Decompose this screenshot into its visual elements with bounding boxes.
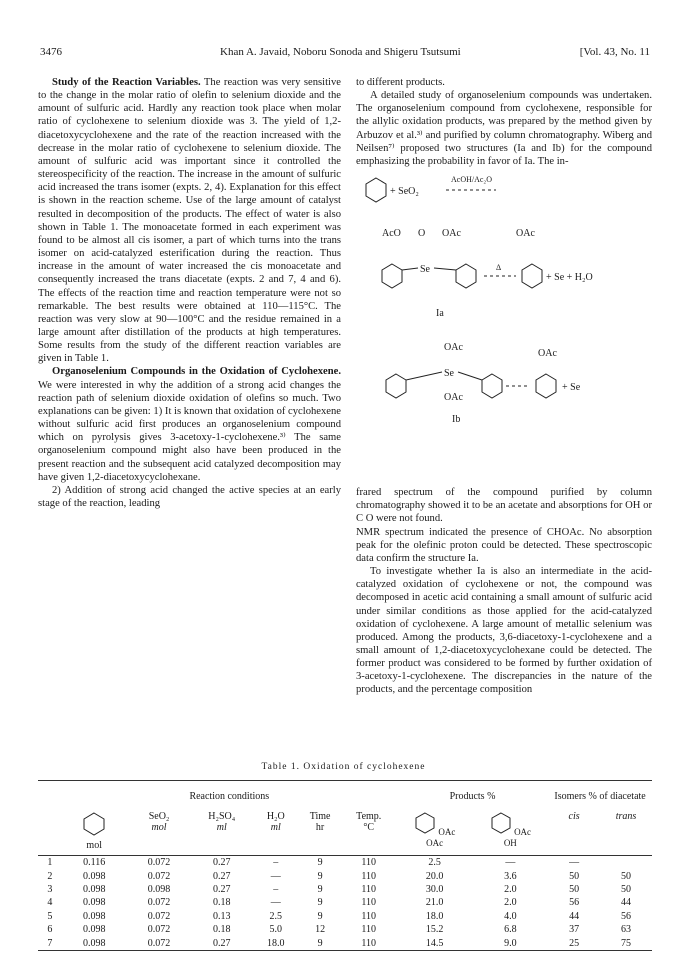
hydroxyacetate-ring-icon [490, 811, 512, 835]
table-cell: 2.5 [428, 857, 441, 869]
table-cell [600, 856, 652, 870]
scheme-text: AcOH/Ac₂O [451, 175, 492, 185]
table-row [38, 936, 652, 950]
cyclohexene-ring [382, 264, 402, 288]
paragraph-text: To investigate whether Ia is also an intermediate in the acid-catalyzed oxidation of cyclohexene or not, the compound was decomposed in acetic acid containing a small amount of sulfuric acid under similar conditions as those applied for the acid-catalyzed oxidation of cyclohexene. A large amount of metallic selenium was produced. Among the products, 3,6-diacetoxy-1-cyclohexene and a small amount of 1,2-diacetoxycyclohexane could be detected. The former product was considered to be formed by further oxidation of 3-acetoxy-1-cyclohexene. The discrepancies in the nature of the products, and the percentage composition [356, 566, 652, 696]
table-cell: 9 [317, 910, 323, 922]
table-cell: 0.098 [82, 897, 106, 909]
column-header: SeO₂ mol [148, 811, 170, 833]
scheme-text: + Se + H₂O [546, 272, 593, 284]
table-cell: 0.072 [147, 857, 171, 869]
table-cell: 30.0 [425, 883, 444, 895]
results-table [38, 780, 652, 951]
volume-info: [Vol. 43, No. 11 [579, 46, 650, 58]
scheme-text: OAc [444, 342, 463, 354]
scheme-label: Ib [452, 414, 461, 426]
table-cell: 5 [47, 910, 53, 922]
table-cell: 0.098 [82, 924, 106, 936]
cyclohexene-ring [482, 374, 502, 398]
table-cell: 0.18 [212, 897, 231, 909]
table-cell: 1 [47, 857, 53, 869]
column-header: H₂O ml [266, 811, 285, 833]
scheme-text: Se [444, 368, 454, 380]
scheme-text: OAc [444, 392, 463, 404]
bond [458, 372, 482, 380]
table-cell: 12 [315, 924, 326, 936]
table-cell: 0.098 [82, 910, 106, 922]
cyclohexene-ring [536, 374, 556, 398]
table-cell: 9 [317, 857, 323, 869]
page-number: 3476 [40, 46, 62, 58]
table-cell: 110 [361, 937, 377, 949]
table-cell: 25 [569, 937, 580, 949]
cyclohexene-ring [386, 374, 406, 398]
bond [402, 268, 418, 270]
section-heading: Study of the Reaction Variables. [52, 77, 201, 88]
paragraph-reaction-variables [38, 76, 341, 365]
table-group-header: Isomers % of diacetate [554, 790, 646, 802]
table-cell: 7 [47, 937, 53, 949]
table-cell: 0.27 [212, 937, 231, 949]
cyclohexene-icon [82, 811, 106, 837]
table-cell: 56 [621, 910, 631, 922]
column-header: trans [615, 811, 637, 822]
table-cell: 0.072 [147, 924, 171, 936]
right-column [356, 76, 652, 697]
bond [434, 268, 456, 270]
table-cell: — [505, 857, 516, 869]
paragraph-organoselenium [38, 365, 341, 483]
scheme-text: + Se [562, 382, 581, 394]
table-cell: 9 [317, 870, 323, 882]
unit-label: mol [86, 840, 102, 851]
table-cell: 0.18 [212, 924, 231, 936]
table-cell: 0.13 [212, 910, 231, 922]
table-cell: 110 [361, 883, 377, 895]
scheme-text: OAc [442, 228, 461, 240]
table-cell: 56 [569, 897, 580, 909]
cyclohexene-ring [522, 264, 542, 288]
table-cell: — [270, 897, 281, 909]
scheme-text: O [418, 228, 426, 240]
column-header: OAc OAc [397, 811, 473, 856]
scheme-text: AcO [382, 228, 401, 240]
table-cell: – [273, 883, 279, 895]
table-cell: 4 [47, 897, 53, 909]
scheme-label: Ia [436, 308, 444, 320]
table-cell: 50 [621, 870, 631, 882]
column-header: cis [568, 811, 580, 822]
table-cell: 9 [317, 883, 323, 895]
table-cell: 37 [569, 924, 580, 936]
table-cell: 110 [361, 910, 377, 922]
table-cell: 0.072 [147, 870, 171, 882]
table-cell: 110 [361, 857, 377, 869]
table-cell: 2.0 [504, 883, 517, 895]
table-cell: — [569, 857, 580, 869]
scheme-text: Δ [496, 263, 502, 273]
table-row [38, 883, 652, 896]
table-cell: 0.098 [82, 870, 106, 882]
table-cell: 0.116 [83, 857, 106, 869]
table-row [38, 856, 652, 870]
table-cell: 3.6 [504, 870, 517, 882]
column-header: Time hr [309, 811, 331, 833]
reaction-scheme [356, 172, 652, 482]
paragraph-text: The reaction was very sensitive to the change in the molar ratio of olefin to selenium dioxide and the amount of sulfuric acid. Hardly any reaction took place when molar ratio of cyclohexene to selenium dioxide was 3. The yield of 1,2-diacetoxycyclohexene and the rate of the reaction increased with the decrease in the molar ratio of cyclohexene to selenium dioxide. The amount of sulfuric acid was important since it controlled the stereospecificity of the reaction. The increase in the amount of sulfuric acid increased the trans isomer (expts. 2, 4). Explanation for this effect is shown in the reaction scheme. Use of the large amount of catalyst resulted in decomposition of the products. The effect of water is also shown in Table 1. The monoacetate formed in each experiment was found to be almost all cis isomer, a part of which turns into the trans isomer on acid-catalyzed esterification during the reaction. Thus increase in the amount of water increased the cis monoacetate and consequently increased the trans diacetate (expts. 2 and 7, 4 and 6). The effects of the reaction time and reaction temperature were not so remarkable. The best results were obtained at 110—115°C. The reaction was very slow at 90—100°C and the residue remained in a large amount after distillation of the products at high temperatures. Some results from the study of the different reaction variables are given in Table 1. [38, 77, 341, 365]
scheme-text: Se [420, 264, 430, 276]
table-cell: 50 [569, 870, 580, 882]
reaction-scheme-drawing [356, 172, 652, 482]
table-cell: 6.8 [504, 924, 517, 936]
bond [406, 372, 442, 380]
table-cell: 9 [317, 897, 323, 909]
paragraph-text: NMR spectrum indicated the presence of CHOAc. No absorption peak for the olefinic proton could be detected. These spectroscopic data confirm the structure Ia. [356, 526, 652, 564]
table-cell: 0.098 [147, 883, 171, 895]
table-cell: 14.5 [425, 937, 444, 949]
table-cell: 0.072 [147, 910, 171, 922]
running-authors: Khan A. Javaid, Noboru Sonoda and Shigeru Tsutsumi [220, 46, 461, 58]
table-cell: 0.27 [212, 857, 231, 869]
table-cell: 0.098 [82, 937, 106, 949]
table-cell: 18.0 [267, 937, 285, 949]
table-row [38, 910, 652, 923]
scheme-text: + SeO₂ [390, 186, 419, 198]
table-cell: 63 [621, 924, 631, 936]
section-heading: Organoselenium Compounds in the Oxidation of Cyclohexene. [52, 366, 341, 378]
paragraph-text: frared spectrum of the compound purified by column chromatography showed it to be an acetate and absorptions for OH or C O were not found. [356, 487, 652, 525]
column-header: OAc OH [472, 811, 548, 856]
table-cell: 44 [569, 910, 580, 922]
paragraph-text: 2) Addition of strong acid changed the active species at an early stage of the reaction, leading [38, 484, 341, 509]
table-cell: 110 [361, 897, 377, 909]
table-row [38, 869, 652, 882]
table-cell: — [270, 870, 281, 882]
table-row [38, 923, 652, 936]
table-group-header: Products % [449, 790, 496, 802]
table-cell: 0.072 [147, 937, 171, 949]
paragraph-text: to different products. [356, 77, 445, 88]
table-cell: 5.0 [269, 924, 283, 936]
scheme-text: OAc [538, 348, 557, 360]
table-cell: 21.0 [425, 897, 444, 909]
cyclohexene-ring [366, 178, 386, 202]
table-cell: 9 [317, 937, 323, 949]
table-cell: 44 [621, 897, 631, 909]
column-header: Temp. °C [356, 811, 382, 833]
table-cell: 110 [361, 870, 377, 882]
left-column [38, 76, 341, 510]
cyclohexene-ring [456, 264, 476, 288]
table-cell: 6 [47, 924, 53, 936]
table-cell: 0.072 [147, 897, 171, 909]
table-cell: 110 [361, 924, 377, 936]
scheme-text: OAc [516, 228, 535, 240]
table-cell: 0.27 [212, 870, 231, 882]
paragraph-text: We were interested in why the addition of a strong acid changes the reaction path of selenium dioxide oxidation of olefins so much. Two explanations can be given: 1) It is known that oxidation of cyclohexene without sulfuric acid first produces an organoselenium compound which on pyrolysis gives 3-acetoxy-1-cyclohexene.³⁾ The same organoselenium compound might also have been produced in the present reaction and the subsequent acid catalyzed decomposition may have given 1,2-diacetoxycyclohexane. [38, 379, 341, 483]
table-cell: 3 [47, 883, 53, 895]
table-cell: 2 [47, 870, 53, 882]
table-cell: 2.5 [269, 910, 283, 922]
table-cell: 75 [621, 937, 631, 949]
column-header: H₂SO₄ ml [208, 811, 236, 833]
table-group-header: Reaction conditions [189, 790, 270, 802]
table-cell: 50 [621, 883, 631, 895]
table-cell: 0.27 [212, 883, 231, 895]
table-cell: 0.098 [82, 883, 106, 895]
table-cell: 18.0 [425, 910, 444, 922]
diacetate-ring-icon [414, 811, 436, 835]
table-cell: 15.2 [425, 924, 444, 936]
table-cell: 20.0 [425, 870, 444, 882]
table-cell: 9.0 [504, 937, 517, 949]
table-title: Table 1. Oxidation of cyclohexene [261, 762, 426, 772]
paragraph-text: A detailed study of organoselenium compounds was undertaken. The organoselenium compound from cyclohexene, responsible for the allylic oxidation products, was prepared by the method given by Arbuzov et al.³⁾ and purified by column chromatography. Wiberg and Neilsen⁷⁾ proposed two structures (Ia and Ib) for the compound emphasizing the probability in favor of Ia. The in- [356, 90, 652, 167]
table-cell: 4.0 [504, 910, 517, 922]
table-cell: 2.0 [504, 897, 517, 909]
table-cell: 50 [569, 883, 580, 895]
column-header [62, 811, 127, 856]
table-row [38, 896, 652, 909]
table-cell: – [273, 857, 279, 869]
